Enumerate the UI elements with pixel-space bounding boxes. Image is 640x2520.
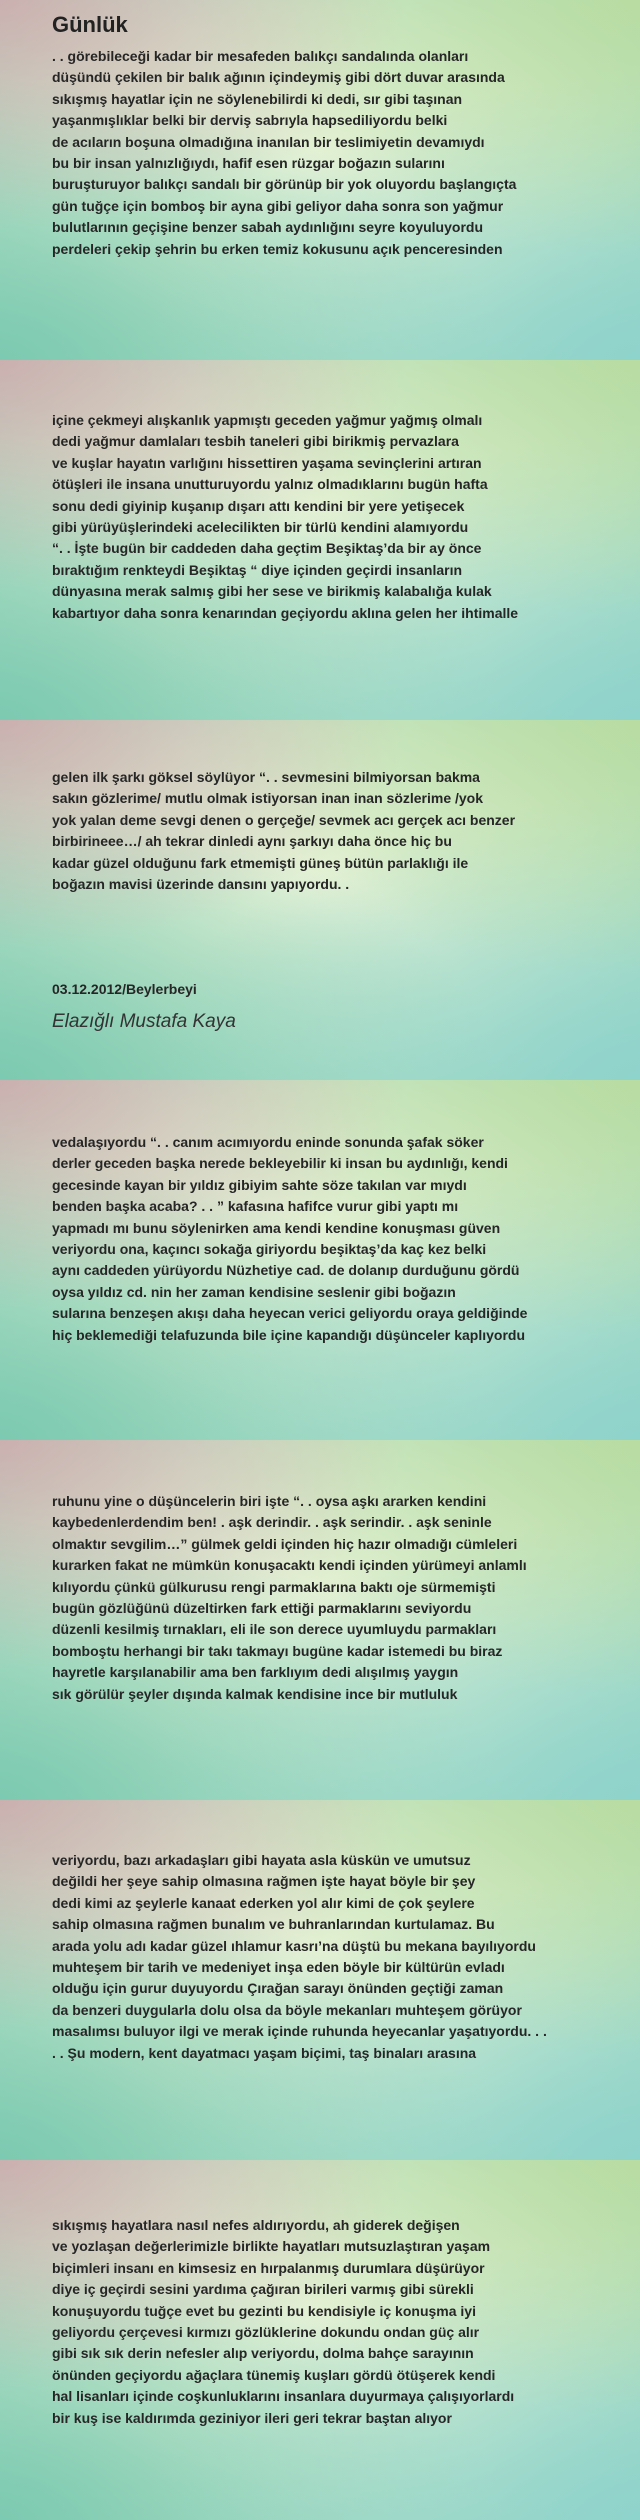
diary-text-5: ruhunu yine o düşüncelerin biri işte “. . oysa aşkı ararken kendini kaybedenlerdendim ben! . aşk derindir. . aşk serindir. . aşk seninle olmaktır sevgilim…” gülmek geldi içinden hiç hazır olmadığı cümleleri kurarken fakat ne mümkün konuşacaktı kendi içinden yürümeyi anlamlı kılıyordu çünkü gülkurusu rengi parmaklarına baktı oje sürmemişti bugün gözlüğünü düzeltirken fark ettiği parmaklarını seviyordu düzenli kesilmiş tırnakları, eli ile son derece uyumluydu parmakları bomboştu herhangi bir takı takmayı bugüne kadar istemedi bu biraz hayretle karşılanabilir ama ben farklıyım dedi alışılmış yaygın sık görülür şeyler dışında kalmak kendisine ince bir mutluluk: [52, 1493, 527, 1702]
date-place: 03.12.2012/Beylerbeyi: [52, 981, 197, 997]
diary-panel-3: [0, 720, 640, 1080]
diary-text-1: . . görebileceği kadar bir mesafeden balıkçı sandalında olanları düşündü çekilen bir balık ağının içindeymiş gibi dört duvar arasında sıkışmış hayatlar için ne söylenebilirdi ki dedi, sır gibi taşınan yaşanmışlıklar belki bir derviş sabrıyla hapsediliyordu belki de acıların boşuna olmadığına inanılan bir teslimiyetin devamıydı bu bir insan yalnızlığıydı, hafif esen rüzgar boğazın sularını buruşturuyor balıkçı sandalı bir görünüp bir yok oluyordu başlangıçta gün tuğçe için bomboş bir ayna gibi geliyor daha sonra son yağmur bulutlarının geçişine benzer sabah aydınlığını seyre koyuluyordu perdeleri çekip şehrin bu erken temiz kokusunu açık penceresinden: [52, 48, 517, 257]
diary-text-6: veriyordu, bazı arkadaşları gibi hayata asla küskün ve umutsuz değildi her şeye sahip olmasına rağmen işte hayat böyle bir şey dedi kimi az şeylerle kanaat ederken yol alır kimi de çok şeylere sahip olmasına rağmen bunalım ve buhranlarından kurtulamaz. Bu arada yolu adı kadar güzel ıhlamur kasrı’na düştü bu mekana bayılıyordu muhteşem bir tarih ve medeniyet inşa eden böyle bir kültürün evladı olduğu için gurur duyuyordu Çırağan sarayı önünden geçtiği zaman da benzeri duygularla dolu olsa da böyle mekanları muhteşem görüyor masalımsı buluyor ilgi ve merak içinde ruhunda heyecanlar yaşatıyordu. . . . . Şu modern, kent dayatmacı yaşam biçimi, taş binaları arasına: [52, 1852, 547, 2061]
page-title: Günlük: [52, 12, 128, 37]
diary-panel-7: [0, 2160, 640, 2520]
diary-text-3: gelen ilk şarkı göksel söylüyor “. . sevmesini bilmiyorsan bakma sakın gözlerime/ mutlu olmak istiyorsan inan inan sözlerime /yok yok yalan deme sevgi denen o gerçeğe/ sevmek acı gerçek acı benzer birbirineee…/ ah tekrar dinledi aynı şarkıyı daha önce hiç bu kadar güzel olduğunu fark etmemişti güneş bütün parlaklığı ile boğazın mavisi üzerinde dansını yapıyordu. .: [52, 769, 516, 893]
diary-text-7: sıkışmış hayatlara nasıl nefes aldırıyordu, ah giderek değişen ve yozlaşan değerlerimizle birlikte hayatları mutsuzlaştıran yaşam biçimleri insanı en kimsesiz en hırpalanmış durumlara düşürüyor diye iç geçirdi sesini yardıma çağıran birileri varmış gibi sürekli konuşuyordu tuğçe evet bu gezinti bu kendisiyle iç konuşma iyi geliyordu çerçevesi kırmızı gözlüklerine dokundu ondan güç alır gibi sık sık derin nefesler alıp veriyordu, dolma bahçe sarayının önünden geçiyordu ağaçlara tünemiş kuşları gördü ötüşerek kendi hal lisanları içinde coşkunluklarını insanlara duyurmaya çalışıyorlardı bir kuş ise kaldırımda geziniyor ileri geri tekrar baştan alıyor: [52, 2217, 515, 2426]
diary-panel-5: [0, 1440, 640, 1800]
diary-panel-2: [0, 360, 640, 720]
diary-text-2: içine çekmeyi alışkanlık yapmıştı geceden yağmur yağmış olmalı dedi yağmur damlaları tesbih taneleri gibi birikmiş pervazlara ve kuşlar hayatın varlığını hissettiren yaşama sevinçlerini artıran ötüşleri ile insana unutturuyordu yalnız olmadıklarını bugün hafta sonu dedi giyinip kuşanıp dışarı attı kendini bir yere yetişecek gibi yürüyüşlerindeki acelecilikten bir türlü kendini alamıyordu “. . İşte bugün bir caddeden daha geçtim Beşiktaş’da bir ay önce bıraktığım renkteydi Beşiktaş “ diye içinden geçirdi insanların dünyasına merak salmış gibi her sese ve birikmiş kalabalığa kulak kabartıyor daha sonra kenarından geçiyordu aklına gelen her ihtimalle: [52, 412, 519, 621]
diary-text-4: vedalaşıyordu “. . canım acımıyordu eninde sonunda şafak söker derler geceden başka nerede bekleyebilir ki insan bu aydınlığı, kendi gecesinde kayan bir yıldız gibiyim sahte söze takılan var mıydı benden başka acaba? . . ” kafasına hafifce vurur gibi yaptı mı yapmadı mı bunu söylenirken ama kendi kendine konuşması güven veriyordu ona, kaçıncı sokağa giriyordu beşiktaş’da kaç kez belki aynı caddeden yürüyordu Nüzhetiye cad. de dolanıp durduğunu gördü oysa yıldız cd. nin her zaman kendisine seslenir gibi boğazın sularına benzeşen akışı daha heyecan verici geliyordu oraya geldiğinde hiç beklemediği telafuzunda bile içine kapandığı düşünceler kaplıyordu: [52, 1134, 528, 1343]
diary-panel-6: [0, 1800, 640, 2160]
diary-panel-4: [0, 1080, 640, 1440]
author-signature: Elazığlı Mustafa Kaya: [52, 1011, 236, 1032]
diary-panel-1: [0, 0, 640, 360]
